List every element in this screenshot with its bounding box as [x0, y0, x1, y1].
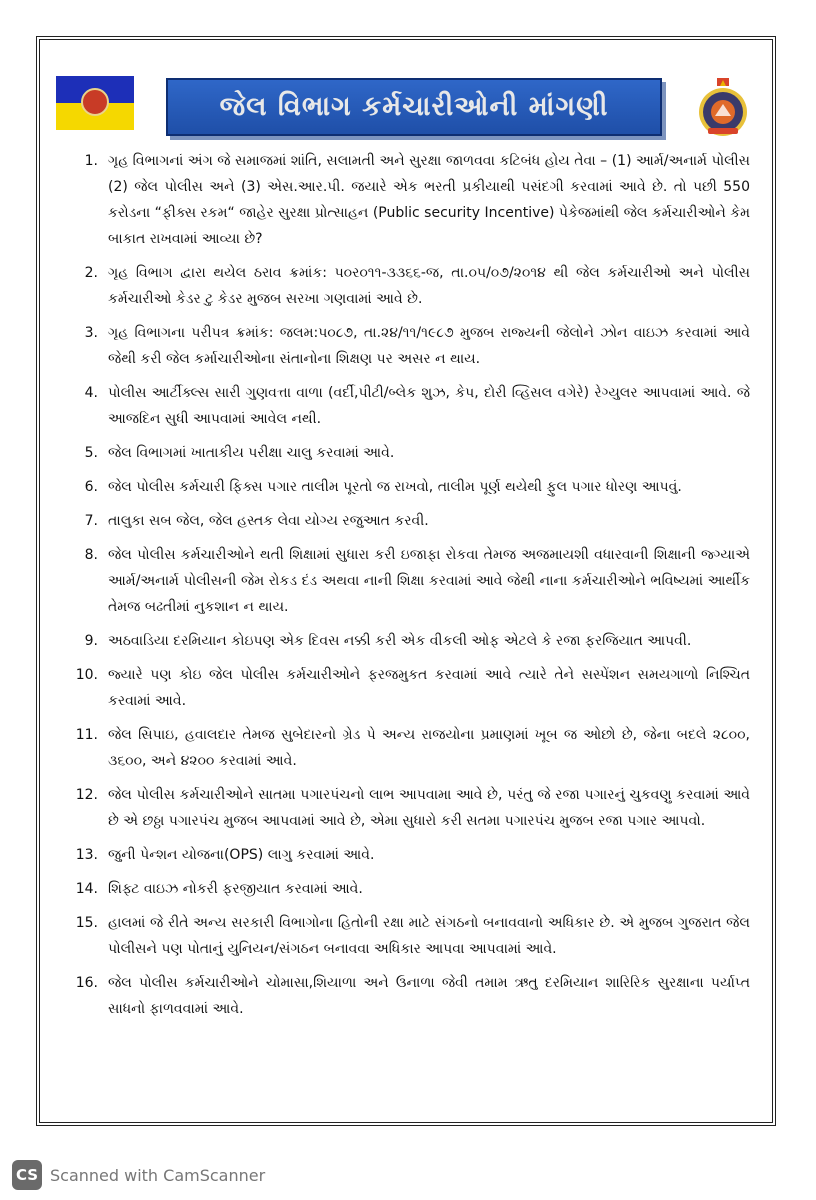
- camscanner-logo-icon: CS: [12, 1160, 42, 1190]
- item-number: 3.: [84, 325, 98, 341]
- list-item: [70, 508, 750, 534]
- item-text: જેલ પોલીસ કર્મચારીઓને ચોમાસા,શિયાળા અને ઉનાળા જેવી તમામ ઋતુ દરમિયાન શારિરિક સુરક્ષાના પર્યાપ્ત સાધનો ફાળવવામાં આવે.: [108, 975, 750, 1017]
- item-number: 4.: [84, 385, 98, 401]
- list-item: [70, 662, 750, 714]
- list-item: [70, 148, 750, 252]
- item-text: જેલ સિપાઇ, હવાલદાર તેમજ સુબેદારનો ગ્રેડ પે અન્ય રાજયોના પ્રમાણમાં ખૂબ જ ઓછો છે, જેના બદલે ૨૮૦૦, ૩૬૦૦, અને ૪૨૦૦ કરવામાં આવે.: [108, 727, 750, 769]
- item-text: ગૃહ વિભાગ દ્વારા થયેલ ઠરાવ ક્રમાંક: પ૦ર૦૧૧-૩૩૬૬-જ, તા.૦૫/૦૭/૨૦૧૪ થી જેલ કર્મચારીઓ અને પોલીસ કર્મચારીઓ કેડર ટુ કેડર મુજબ સરખા ગણવામાં આવે છે.: [108, 265, 750, 307]
- list-item: [70, 260, 750, 312]
- item-number: 10.: [75, 667, 98, 683]
- item-number: 9.: [84, 633, 98, 649]
- item-text: હાલમાં જે રીતે અન્ય સરકારી વિભાગોના હિતોની રક્ષા માટે સંગઠનો બનાવવાનો અધિકાર છે. એ મુજબ ગુજરાત જેલ પોલીસને પણ પોતાનું યુનિયન/સંગઠન બનાવવા અધિકાર આપવા આપવામાં આવે.: [108, 915, 750, 957]
- list-item: [70, 782, 750, 834]
- item-number: 15.: [75, 915, 98, 931]
- scanner-watermark: [12, 1160, 265, 1190]
- list-item: [70, 876, 750, 902]
- item-text: અઠવાડિયા દરમિયાન કોઇપણ એક દિવસ નક્કી કરી એક વીકલી ઓફ એટલે કે રજા ફરજિયાત આપવી.: [108, 633, 692, 649]
- list-item: [70, 440, 750, 466]
- item-text: જ્યારે પણ કોઇ જેલ પોલીસ કર્મચારીઓને ફરજમુકત કરવામાં આવે ત્યારે તેને સસ્પેંશન સમયગાળો નિશ્ચિત કરવામાં આવે.: [108, 667, 750, 709]
- department-flag: [56, 76, 134, 130]
- item-number: 8.: [84, 547, 98, 563]
- list-item: [70, 628, 750, 654]
- police-seal-icon: [696, 78, 750, 138]
- item-text: જેલ પોલીસ કર્મચારી ફિક્સ પગાર તાલીમ પૂરતો જ રાખવો, તાલીમ પૂર્ણ થયેથી ફુલ પગાર ધોરણ આપવું.: [108, 479, 682, 495]
- list-item: [70, 320, 750, 372]
- item-number: 6.: [84, 479, 98, 495]
- title-banner: [166, 78, 662, 136]
- item-number: 7.: [84, 513, 98, 529]
- item-number: 12.: [75, 787, 98, 803]
- item-number: 16.: [75, 975, 98, 991]
- item-text: જેલ વિભાગમાં ખાતાકીય પરીક્ષા ચાલુ કરવામાં આવે.: [108, 445, 395, 461]
- item-number: 2.: [84, 265, 98, 281]
- demands-list: [70, 148, 750, 1030]
- item-text: તાલુકા સબ જેલ, જેલ હસ્તક લેવા યોગ્ય રજુઆત કરવી.: [108, 513, 429, 529]
- item-text: ગૃહ વિભાગના પરીપત્ર ક્રમાંક: જલમ:પ૦૮૭, તા.૨૪/૧૧/૧૯૮૭ મુજબ રાજ્યની જેલોને ઝોન વાઇઝ કરવામાં આવે જેથી કરી જેલ કર્માચારીઓના સંતાનોના શિક્ષણ પર અસર ન થાય.: [108, 325, 750, 367]
- list-item: [70, 842, 750, 868]
- item-text: ગૃહ વિભાગનાં અંગ જે સમાજમાં શાંતિ, સલામતી અને સુરક્ષા જાળવવા કટિબંધ હોય તેવા – (1) આર્મ/અનાર્મ પોલીસ (2) જેલ પોલીસ અને (3) એસ.આર.પી. જયારે એક ભરતી પ્રકીયાથી પસંદગી કરવામાં આવે છે. તો પછી 550 કરોડના “ફીક્સ રકમ“ જાહેર સુરક્ષા પ્રોત્સાહન (Public security Incentive) પેકેજમાંથી જેલ કર્મચારીઓને કેમ બાકાત રાખવામાં આવ્યા છે?: [108, 153, 750, 247]
- list-item: [70, 722, 750, 774]
- item-number: 14.: [75, 881, 98, 897]
- list-item: [70, 970, 750, 1022]
- list-item: [70, 380, 750, 432]
- item-text: પોલીસ આર્ટીક્લ્સ સારી ગુણવત્તા વાળા (વર્દી,પીટી/બ્લેક શુઝ, કેપ, દોરી વ્હિસલ વગેરે) રેગ્યુલર આપવામાં આવે. જે આજદિન સુધી આપવામાં આવેલ નથી.: [108, 385, 750, 427]
- item-text: જેલ પોલીસ કર્મચારીઓને સાતમા પગારપંચનો લાભ આપવામા આવે છે, પરંતુ જે રજા પગારનું ચુકવણુ કરવામાં આવે છે એ છઠ્ઠા પગારપંચ મુજબ આપવામાં આવે છે, એમા સુધારો કરી સતમા પગારપંચ મુજબ રજા પગાર આપવો.: [108, 787, 750, 829]
- item-number: 1.: [84, 153, 98, 169]
- item-text: જેલ પોલીસ કર્મચારીઓને થતી શિક્ષામાં સુધારા કરી ઇજાફા રોકવા તેમજ અજમાયશી વધારવાની શિક્ષાની જ્ગ્યાએ આર્મ/અનાર્મ પોલીસની જેમ રોકડ દંડ અથવા નાની શિક્ષા કરવામાં આવે જેથી નાના કર્મચારીઓને ભવિષ્યમાં આર્થીક તેમજ બઢતીમાં નુકશાન ન થાય.: [108, 547, 750, 615]
- item-number: 5.: [84, 445, 98, 461]
- police-emblem-icon: [81, 88, 109, 116]
- watermark-text: Scanned with CamScanner: [50, 1165, 266, 1185]
- item-text: શિફ્ટ વાઇઝ નોકરી ફરજીયાત કરવામાં આવે.: [108, 881, 363, 897]
- list-item: [70, 542, 750, 620]
- list-item: [70, 910, 750, 962]
- item-number: 11.: [75, 727, 98, 743]
- item-number: 13.: [75, 847, 98, 863]
- list-item: [70, 474, 750, 500]
- page-title: જેલ વિભાગ કર્મચારીઓની માંગણી: [219, 91, 609, 122]
- item-text: જુની પેન્શન યોજના(OPS) લાગુ કરવામાં આવે.: [108, 847, 375, 863]
